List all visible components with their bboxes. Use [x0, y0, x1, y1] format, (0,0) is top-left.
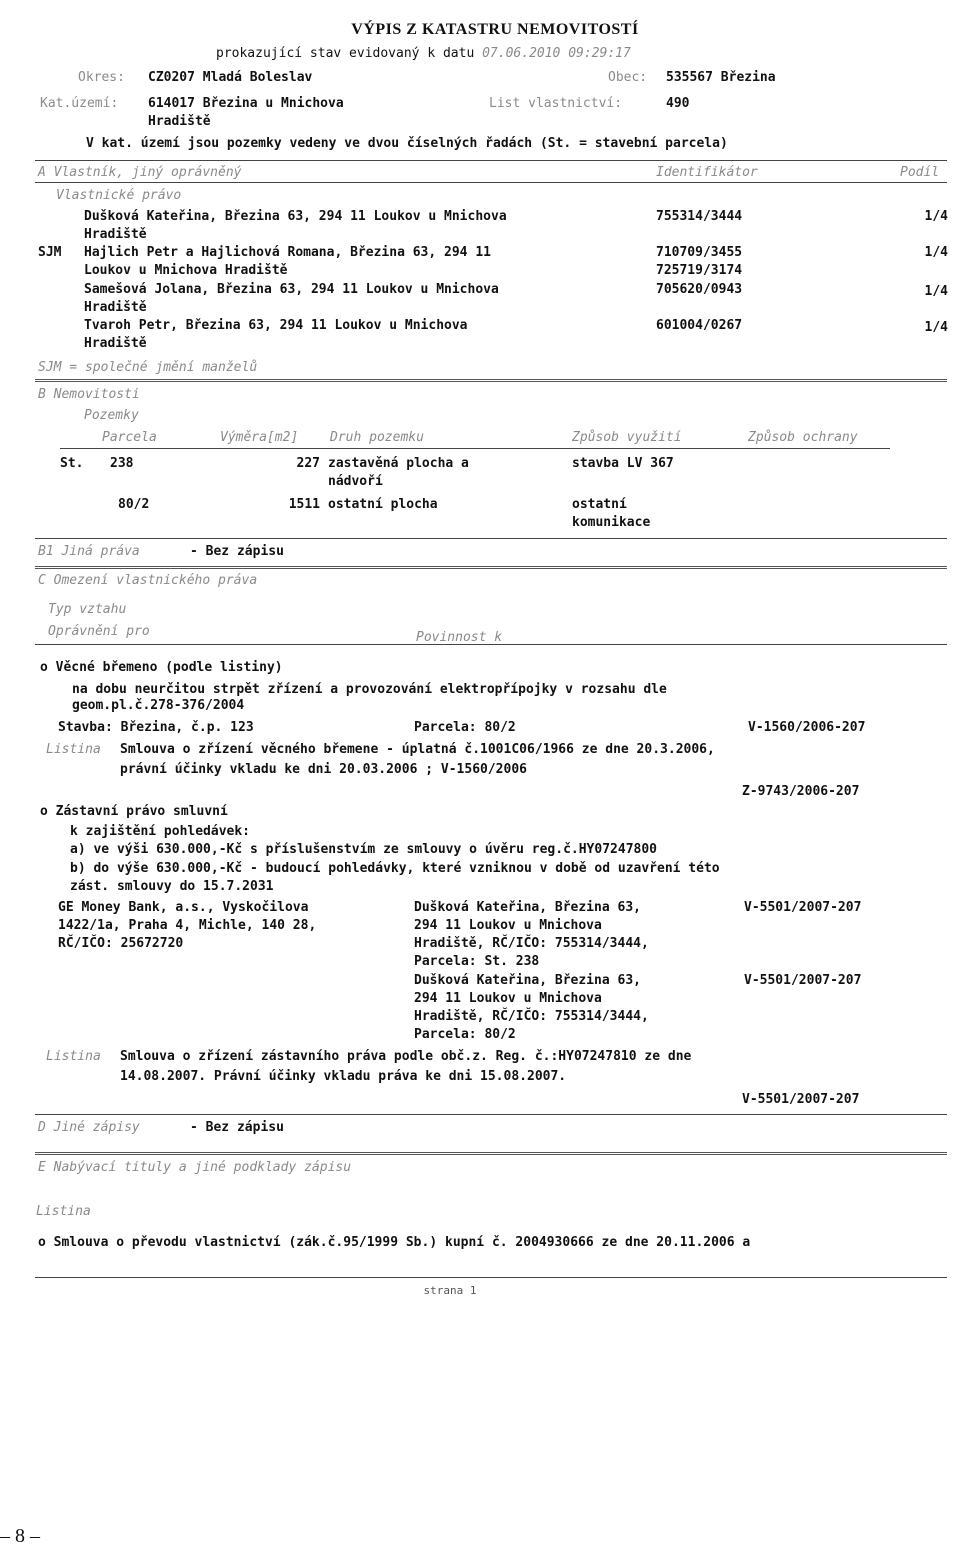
- owner-name: Hajlich Petr a Hajlichová Romana, Březina 63, 294 11: [84, 245, 491, 260]
- lien-line: b) do výše 630.000,-Kč - budoucí pohledávky, které vzniknou v době od uzavření této: [70, 861, 720, 876]
- section-e-heading: E Nabývací tituly a jiné podklady zápisu: [38, 1160, 352, 1175]
- ku-value-cont: Hradiště: [148, 114, 211, 129]
- parcel-prefix: St.: [60, 456, 84, 471]
- owner-identifier: 601004/0267: [656, 318, 743, 333]
- owner-identifier: 710709/3455: [656, 245, 743, 260]
- easement-reference-2: Z-9743/2006-207: [742, 784, 860, 799]
- easement-title: o Věcné břemeno (podle listiny): [40, 660, 283, 675]
- ku-label: Kat.území:: [40, 96, 119, 111]
- debtor: Dušková Kateřina, Březina 63,: [414, 973, 641, 988]
- owner-name-cont: Hradiště: [84, 300, 147, 315]
- divider: [35, 160, 947, 161]
- lien-line: zást. smlouvy do 15.7.2031: [70, 879, 274, 894]
- section-b-heading: B Nemovitosti: [38, 387, 140, 402]
- owner-name: Samešová Jolana, Březina 63, 294 11 Loukov u Mnichova: [84, 282, 499, 297]
- land-use-cont: komunikace: [572, 515, 651, 530]
- owner-share: 1/4: [924, 209, 948, 224]
- col-parcela: Parcela: [102, 430, 157, 445]
- extract-datetime: 07.06.2010 09:29:17: [482, 46, 631, 61]
- easement-parcel: Parcela: 80/2: [414, 720, 516, 735]
- parcel-area: 227: [296, 456, 320, 471]
- col-identifikator: Identifikátor: [656, 165, 758, 180]
- section-d-label: D Jiné zápisy: [38, 1120, 140, 1135]
- owner-name-cont: Loukov u Mnichova Hradiště: [84, 263, 288, 278]
- okres-value: CZ0207 Mladá Boleslav: [148, 70, 313, 85]
- col-povinnost: Povinnost k: [416, 630, 503, 645]
- owner-name-cont: Hradiště: [84, 227, 147, 242]
- section-divider: [35, 1152, 947, 1155]
- listina-label: Listina: [36, 1204, 91, 1219]
- divider: [35, 182, 947, 183]
- divider: [35, 644, 947, 645]
- obec-value: 535567 Březina: [666, 70, 776, 85]
- lien-reference-3: V-5501/2007-207: [742, 1092, 860, 1107]
- col-ochrana: Způsob ochrany: [748, 430, 858, 445]
- obec-label: Obec:: [608, 70, 648, 85]
- easement-description-cont: geom.pl.č.278-376/2004: [72, 698, 245, 713]
- listina-label: Listina: [46, 1049, 101, 1064]
- land-use: ostatní: [572, 497, 627, 512]
- easement-deed: Smlouva o zřízení věcného břemene - úplatná č.1001C06/1966 ze dne 20.3.2006,: [120, 742, 715, 757]
- document-title: VÝPIS Z KATASTRU NEMOVITOSTÍ: [351, 21, 639, 38]
- creditor-cont: 1422/1a, Praha 4, Michle, 140 28,: [58, 918, 317, 933]
- creditor: GE Money Bank, a.s., Vyskočilova: [58, 900, 309, 915]
- owner-name: Tvaroh Petr, Březina 63, 294 11 Loukov u Mnichova: [84, 318, 468, 333]
- debtor: Dušková Kateřina, Březina 63,: [414, 900, 641, 915]
- divider: [35, 1114, 947, 1115]
- land-use: stavba LV 367: [572, 456, 674, 471]
- lien-reference: V-5501/2007-207: [744, 900, 862, 915]
- divider: [35, 1277, 947, 1278]
- parcel-series-note: V kat. území jsou pozemky vedeny ve dvou číselných řadách (St. = stavební parcela): [86, 136, 728, 151]
- lien-deed-cont: 14.08.2007. Právní účinky vkladu práva ke dni 15.08.2007.: [120, 1069, 567, 1084]
- col-podil: Podíl: [900, 165, 940, 180]
- debtor-parcel: Parcela: St. 238: [414, 954, 540, 969]
- land-type-cont: nádvoří: [328, 474, 383, 489]
- divider: [35, 538, 947, 539]
- acquisition-title: o Smlouva o převodu vlastnictví (zák.č.95/1999 Sb.) kupní č. 2004930666 ze dne 20.11.2006 a: [38, 1235, 751, 1250]
- debtor-cont: 294 11 Loukov u Mnichova: [414, 991, 602, 1006]
- listina-label: Listina: [46, 742, 101, 757]
- lien-title: o Zástavní právo smluvní: [40, 804, 228, 819]
- section-divider: [35, 379, 947, 382]
- section-divider: [35, 566, 947, 569]
- parcel-number: 238: [110, 456, 134, 471]
- col-typ-vztahu: Typ vztahu: [48, 602, 127, 617]
- page-number: – 8 –: [0, 1525, 40, 1547]
- debtor-cont: Hradiště, RČ/IČO: 755314/3444,: [414, 936, 649, 951]
- owner-share: 1/4: [924, 245, 948, 260]
- lien-reference: V-5501/2007-207: [744, 973, 862, 988]
- easement-building: Stavba: Březina, č.p. 123: [58, 720, 254, 735]
- section-b1-value: - Bez zápisu: [190, 544, 284, 559]
- section-a-heading: A Vlastník, jiný oprávněný: [38, 165, 242, 180]
- okres-label: Okres:: [78, 70, 125, 85]
- subtitle-prefix: prokazující stav evidovaný k datu: [216, 46, 475, 61]
- sjm-footnote: SJM = společné jmění manželů: [38, 360, 258, 375]
- owner-name: Dušková Kateřina, Březina 63, 294 11 Loukov u Mnichova: [84, 209, 507, 224]
- land-type: ostatní plocha: [328, 497, 438, 512]
- lv-value: 490: [666, 96, 690, 111]
- owner-identifier: 705620/0943: [656, 282, 743, 297]
- subtitle: [216, 46, 631, 62]
- table-header-underline: [60, 448, 890, 449]
- owner-name-cont: Hradiště: [84, 336, 147, 351]
- parcel-area: 1511: [288, 497, 320, 512]
- col-druh: Druh pozemku: [330, 430, 424, 445]
- easement-reference: V-1560/2006-207: [748, 720, 866, 735]
- page-label: strana 1: [423, 1284, 477, 1297]
- lien-line: k zajištění pohledávek:: [70, 824, 251, 839]
- easement-deed-cont: právní účinky vkladu ke dni 20.03.2006 ; V-1560/2006: [120, 762, 527, 777]
- debtor-cont: 294 11 Loukov u Mnichova: [414, 918, 602, 933]
- ku-value: 614017 Březina u Mnichova: [148, 96, 344, 111]
- col-vyuziti: Způsob využití: [572, 430, 682, 445]
- lien-deed: Smlouva o zřízení zástavního práva podle obč.z. Reg. č.:HY07247810 ze dne: [120, 1049, 692, 1064]
- col-vymera: Výměra[m2]: [220, 430, 299, 445]
- creditor-id: RČ/IČO: 25672720: [58, 936, 184, 951]
- col-opravneni: Oprávnění pro: [48, 624, 150, 639]
- lv-label: List vlastnictví:: [489, 96, 623, 111]
- ownership-subheading: Vlastnické právo: [56, 188, 182, 203]
- debtor-parcel: Parcela: 80/2: [414, 1027, 516, 1042]
- section-c-heading: C Omezení vlastnického práva: [38, 573, 258, 588]
- owner-identifier-2: 725719/3174: [656, 263, 743, 278]
- debtor-cont: Hradiště, RČ/IČO: 755314/3444,: [414, 1009, 649, 1024]
- section-b1-label: B1 Jiná práva: [38, 544, 140, 559]
- owner-share: 1/4: [924, 284, 948, 299]
- easement-description: na dobu neurčitou strpět zřízení a provozování elektropřípojky v rozsahu dle: [72, 682, 667, 697]
- section-d-value: - Bez zápisu: [190, 1120, 284, 1135]
- owner-share: 1/4: [924, 320, 948, 335]
- land-subheading: Pozemky: [84, 408, 139, 423]
- land-type: zastavěná plocha a: [328, 456, 469, 471]
- lien-line: a) ve výši 630.000,-Kč s příslušenstvím ze smlouvy o úvěru reg.č.HY07247800: [70, 842, 657, 857]
- owner-identifier: 755314/3444: [656, 209, 743, 224]
- parcel-number: 80/2: [118, 497, 150, 512]
- sjm-prefix: SJM: [38, 245, 62, 260]
